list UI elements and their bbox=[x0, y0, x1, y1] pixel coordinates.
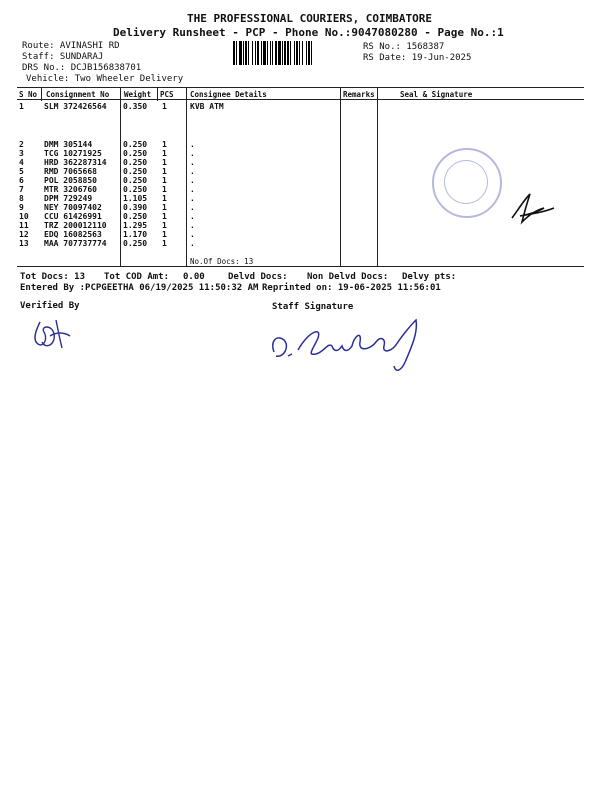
cell-weight: 0.250 bbox=[123, 239, 148, 248]
cell-sno: 5 bbox=[19, 167, 24, 176]
delvy-pts: Delvy pts: bbox=[402, 272, 457, 282]
seal-signature bbox=[508, 188, 556, 228]
cell-consignee: . bbox=[190, 158, 195, 167]
tot-cod-label: Tot COD Amt: bbox=[104, 272, 170, 282]
staff-text: Staff: SUNDARAJ bbox=[22, 52, 104, 62]
col-header-seal: Seal & Signature bbox=[400, 90, 473, 99]
table-top-border bbox=[17, 87, 584, 88]
col-divider bbox=[186, 87, 187, 266]
cell-consignee: . bbox=[190, 149, 195, 158]
company-title: THE PROFESSIONAL COURIERS, COIMBATORE bbox=[187, 12, 433, 25]
col-divider bbox=[120, 87, 121, 266]
cell-consignment: CCU 61426991 bbox=[44, 212, 102, 221]
reprinted-on: Reprinted on: 19-06-2025 11:56:01 bbox=[262, 283, 441, 293]
cell-sno: 13 bbox=[19, 239, 29, 248]
cell-weight: 0.250 bbox=[123, 140, 148, 149]
cell-consignee: KVB ATM bbox=[190, 102, 224, 111]
cell-consignment: DMM 305144 bbox=[44, 140, 93, 149]
delvd-docs: Delvd Docs: bbox=[228, 272, 288, 282]
cell-weight: 0.250 bbox=[123, 158, 148, 167]
cell-consignment: POL 2058850 bbox=[44, 176, 97, 185]
cell-consignment: DPM 729249 bbox=[44, 194, 93, 203]
cell-pcs: 1 bbox=[162, 167, 167, 176]
col-divider bbox=[41, 87, 42, 101]
cell-weight: 0.390 bbox=[123, 203, 148, 212]
seal-stamp bbox=[432, 148, 502, 218]
cell-consignment: NEY 70097402 bbox=[44, 203, 102, 212]
col-divider bbox=[377, 87, 378, 266]
cell-pcs: 1 bbox=[162, 203, 167, 212]
cell-sno: 10 bbox=[19, 212, 29, 221]
runsheet-title: Delivery Runsheet - PCP - Phone No.:9047080280 - Page No.:1 bbox=[113, 26, 504, 39]
cell-consignee: . bbox=[190, 140, 195, 149]
cell-pcs: 1 bbox=[162, 212, 167, 221]
cell-pcs: 1 bbox=[162, 140, 167, 149]
cell-pcs: 1 bbox=[162, 230, 167, 239]
cell-consignment: RMD 7065668 bbox=[44, 167, 97, 176]
cell-consignment: EDQ 16082563 bbox=[44, 230, 102, 239]
verified-by-label: Verified By bbox=[20, 301, 80, 311]
cell-consignee: . bbox=[190, 230, 195, 239]
cell-pcs: 1 bbox=[162, 176, 167, 185]
cell-consignee: . bbox=[190, 239, 195, 248]
route-text: Route: AVINASHI RD bbox=[22, 41, 120, 51]
tot-cod-value: 0.00 bbox=[183, 272, 205, 282]
cell-consignee: . bbox=[190, 194, 195, 203]
cell-consignee: . bbox=[190, 203, 195, 212]
cell-sno: 6 bbox=[19, 176, 24, 185]
cell-sno: 12 bbox=[19, 230, 29, 239]
cell-sno: 1 bbox=[19, 102, 24, 111]
barcode-bar bbox=[312, 41, 314, 65]
cell-pcs: 1 bbox=[162, 185, 167, 194]
rs-number: RS No.: 1568387 bbox=[363, 42, 445, 52]
cell-consignee: . bbox=[190, 167, 195, 176]
cell-pcs: 1 bbox=[162, 102, 167, 111]
cell-consignment: MTR 3206760 bbox=[44, 185, 97, 194]
cell-sno: 4 bbox=[19, 158, 24, 167]
cell-sno: 2 bbox=[19, 140, 24, 149]
cell-consignee: . bbox=[190, 221, 195, 230]
cell-weight: 0.250 bbox=[123, 149, 148, 158]
col-divider bbox=[340, 87, 341, 266]
cell-weight: 0.350 bbox=[123, 102, 148, 111]
non-delvd-docs: Non Delvd Docs: bbox=[307, 272, 389, 282]
cell-sno: 7 bbox=[19, 185, 24, 194]
cell-weight: 1.170 bbox=[123, 230, 148, 239]
cell-pcs: 1 bbox=[162, 239, 167, 248]
cell-consignment: HRD 362287314 bbox=[44, 158, 107, 167]
col-header-weight: Weight bbox=[124, 90, 152, 99]
cell-consignee: . bbox=[190, 212, 195, 221]
cell-consignee: . bbox=[190, 176, 195, 185]
table-bottom-border bbox=[17, 266, 584, 267]
cell-weight: 0.250 bbox=[123, 176, 148, 185]
cell-pcs: 1 bbox=[162, 149, 167, 158]
cell-weight: 0.250 bbox=[123, 212, 148, 221]
cell-consignee: . bbox=[190, 185, 195, 194]
cell-sno: 9 bbox=[19, 203, 24, 212]
cell-sno: 3 bbox=[19, 149, 24, 158]
col-header-remarks: Remarks bbox=[343, 90, 375, 99]
staff-signature bbox=[266, 312, 436, 378]
verifier-signature bbox=[26, 314, 76, 354]
drs-number: DRS No.: DCJB156838701 bbox=[22, 63, 142, 73]
cell-pcs: 1 bbox=[162, 158, 167, 167]
cell-consignment: TCG 10271925 bbox=[44, 149, 102, 158]
table-header-border bbox=[17, 99, 584, 100]
cell-pcs: 1 bbox=[162, 194, 167, 203]
col-divider bbox=[157, 87, 158, 101]
vehicle-text: Vehicle: Two Wheeler Delivery bbox=[26, 74, 184, 84]
cell-weight: 0.250 bbox=[123, 167, 148, 176]
cell-weight: 0.250 bbox=[123, 185, 148, 194]
barcode bbox=[233, 41, 357, 65]
col-header-consignment: Consignment No bbox=[46, 90, 110, 99]
staff-signature-label: Staff Signature bbox=[272, 302, 354, 312]
cell-consignment: MAA 707737774 bbox=[44, 239, 107, 248]
col-header-sno: S No bbox=[19, 90, 38, 99]
cell-sno: 11 bbox=[19, 221, 29, 230]
cell-consignment: SLM 372426564 bbox=[44, 102, 107, 111]
cell-consignment: TRZ 200012110 bbox=[44, 221, 107, 230]
col-header-pcs: PCS bbox=[160, 90, 174, 99]
entered-by: Entered By :PCPGEETHA 06/19/2025 11:50:32 AM bbox=[20, 283, 259, 293]
cell-weight: 1.105 bbox=[123, 194, 148, 203]
rs-date: RS Date: 19-Jun-2025 bbox=[363, 53, 472, 63]
tot-docs: Tot Docs: 13 bbox=[20, 272, 86, 282]
no-of-docs: No.Of Docs: 13 bbox=[190, 257, 254, 266]
col-header-consignee: Consignee Details bbox=[190, 90, 267, 99]
cell-sno: 8 bbox=[19, 194, 24, 203]
cell-weight: 1.295 bbox=[123, 221, 148, 230]
cell-pcs: 1 bbox=[162, 221, 167, 230]
